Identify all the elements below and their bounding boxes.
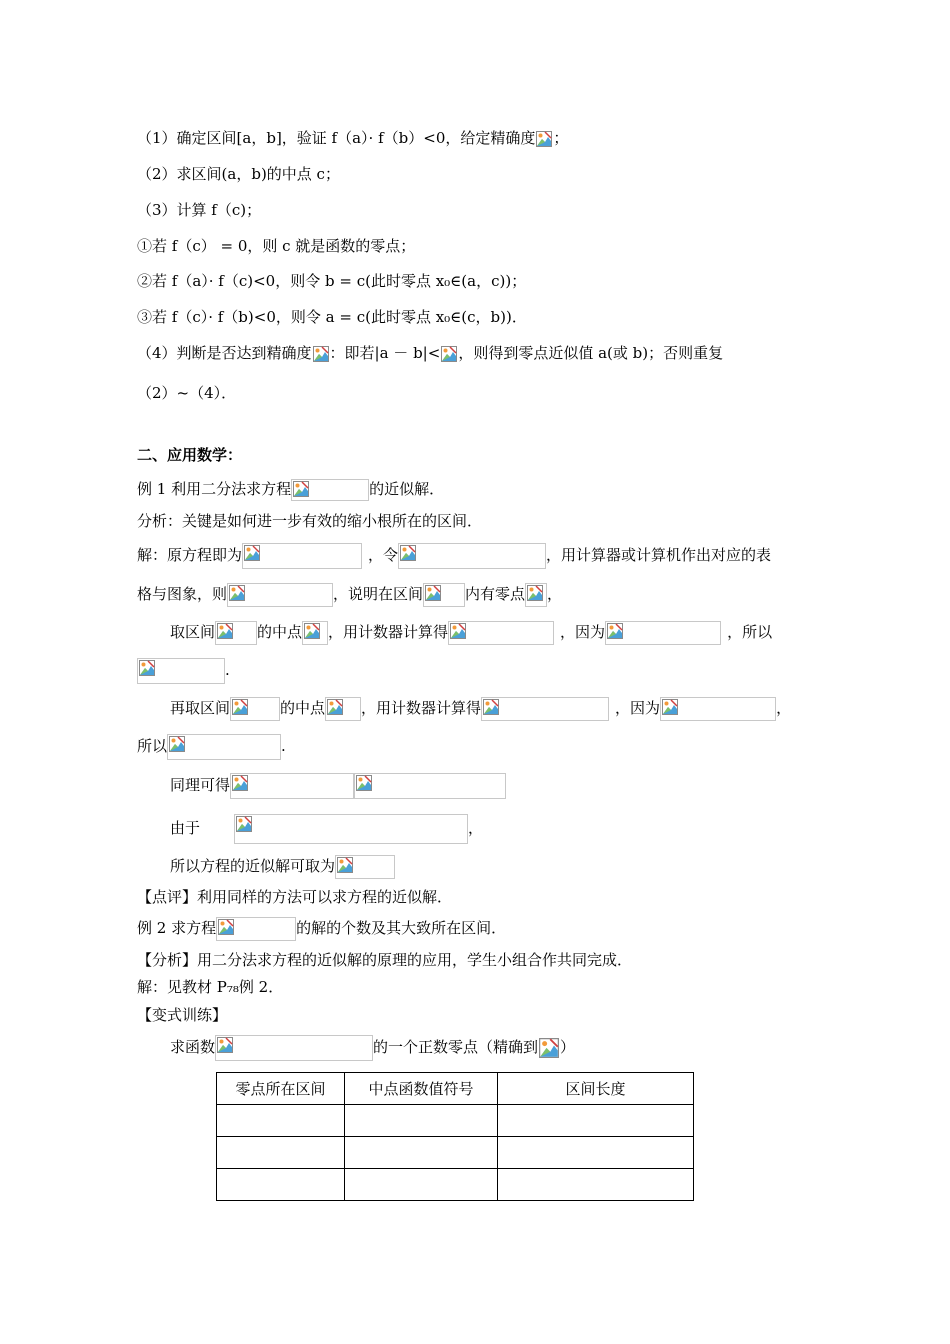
example1-solution-2: 格与图象，则 ，说明在区间 内有零点 ，: [137, 583, 562, 607]
table-row: [217, 1169, 694, 1201]
bisection-table: [216, 1072, 694, 1201]
broken-image-icon: [400, 545, 416, 561]
variant-title: 【变式训练】: [137, 1006, 228, 1024]
broken-image-icon: [356, 775, 372, 791]
table-cell[interactable]: [498, 1137, 694, 1169]
formula-image: [325, 697, 361, 721]
formula-image: [215, 1035, 373, 1061]
table-cell[interactable]: [498, 1169, 694, 1201]
table-cell[interactable]: [345, 1105, 498, 1137]
broken-image-icon: [229, 585, 245, 601]
header-interval: 零点所在区间: [217, 1073, 345, 1105]
formula-image: [167, 734, 281, 760]
broken-image-icon: [232, 699, 248, 715]
formula-image: [354, 773, 506, 799]
example1-solution-1: 解：原方程即为 ，令 ，用计算器或计算机作出对应的表: [137, 543, 771, 569]
step-1: （1）确定区间[a，b]，验证 f（a）· f（b）<0，给定精确度 ；: [137, 129, 569, 147]
formula-image: [234, 814, 468, 844]
broken-image-icon: [244, 545, 260, 561]
example2-analysis: 【分析】用二分法求方程的近似解的原理的应用，学生小组合作共同完成．: [137, 951, 633, 969]
formula-image: [215, 621, 257, 645]
step-2: （2）求区间(a，b)的中点 c；: [137, 165, 340, 183]
broken-image-icon: [662, 699, 678, 715]
table-row: [217, 1105, 694, 1137]
broken-image-icon: [218, 919, 234, 935]
broken-image-icon: [327, 699, 343, 715]
broken-image-icon: [293, 481, 309, 497]
example1-step-1: 取区间 的中点 ，用计数器计算得 ，因为 ，所以: [170, 621, 772, 645]
table-cell[interactable]: [345, 1137, 498, 1169]
formula-image: [230, 773, 354, 799]
table-cell[interactable]: [345, 1169, 498, 1201]
table-cell[interactable]: [217, 1105, 345, 1137]
header-length: 区间长度: [498, 1073, 694, 1105]
formula-image: [335, 855, 395, 879]
step-4-cont: （2）~（4）．: [137, 384, 237, 402]
example1-step-2-result: 所以 .: [137, 734, 286, 760]
example1-conclusion: 所以方程的近似解可取为: [170, 855, 395, 879]
broken-image-icon: [337, 857, 353, 873]
formula-image: [481, 697, 609, 721]
broken-image-icon: [450, 623, 466, 639]
formula-image: [230, 697, 280, 721]
table-header-row: [217, 1073, 694, 1105]
broken-image-icon: [169, 736, 185, 752]
comment: 【点评】利用同样的方法可以求方程的近似解．: [137, 888, 453, 906]
formula-image: [227, 583, 333, 607]
formula-image: [660, 697, 776, 721]
broken-image-icon: [483, 699, 499, 715]
example1-analysis: 分析：关键是如何进一步有效的缩小根所在的区间．: [137, 512, 483, 530]
formula-image: [242, 543, 362, 569]
table-cell[interactable]: [217, 1137, 345, 1169]
example2-solution: 解：见教材 P₇₈例 2．: [137, 978, 284, 996]
broken-image-icon: [217, 623, 233, 639]
broken-image-icon: [538, 1037, 560, 1059]
example1-step-2: 再取区间 的中点 ，用计数器计算得 ，因为 ，: [170, 697, 791, 721]
case-1: ①若 f（c） = 0，则 c 就是函数的零点；: [137, 237, 416, 255]
header-sign: 中点函数值符号: [345, 1073, 498, 1105]
variant-task: 求函数 的一个正数零点（精确到 ）: [170, 1035, 575, 1061]
broken-image-icon: [139, 660, 155, 676]
broken-image-icon: [535, 130, 553, 148]
broken-image-icon: [304, 623, 320, 639]
example1-similarly: 同理可得: [170, 773, 506, 799]
broken-image-icon: [232, 775, 248, 791]
broken-image-icon: [539, 1038, 559, 1058]
table-cell[interactable]: [217, 1169, 345, 1201]
broken-image-icon: [312, 345, 330, 363]
broken-image-icon: [527, 585, 543, 601]
table-row: [217, 1137, 694, 1169]
broken-image-icon: [217, 1037, 233, 1053]
broken-image-icon: [425, 585, 441, 601]
section-title: 二、应用数学：: [137, 446, 243, 464]
step-3: （3）计算 f（c)；: [137, 201, 262, 219]
formula-image: [291, 479, 369, 501]
formula-image: [525, 583, 547, 607]
broken-image-icon: [441, 346, 457, 362]
example1-step-1-result: .: [137, 658, 230, 684]
case-3: ③若 f（c）· f（b)<0，则令 a = c(此时零点 x₀∈(c，b))．: [137, 308, 527, 326]
formula-image: [302, 621, 328, 645]
table-cell[interactable]: [498, 1105, 694, 1137]
formula-image: [448, 621, 554, 645]
example2-title: 例 2 求方程 的解的个数及其大致所在区间．: [137, 917, 506, 941]
example1-title: 例 1 利用二分法求方程 的近似解．: [137, 478, 444, 501]
broken-image-icon: [313, 346, 329, 362]
formula-image: [137, 658, 225, 684]
formula-image: [216, 917, 296, 941]
broken-image-icon: [607, 623, 623, 639]
case-2: ②若 f（a）· f（c)<0，则令 b = c(此时零点 x₀∈(a，c))；: [137, 272, 527, 290]
formula-image: [605, 621, 721, 645]
formula-image: [423, 583, 465, 607]
formula-image: [398, 543, 546, 569]
broken-image-icon: [440, 345, 458, 363]
broken-image-icon: [536, 131, 552, 147]
example1-since: 由于 ，: [170, 814, 483, 844]
step-4: （4）判断是否达到精确度 ：即若|a － b|< ，则得到零点近似值 a(或 b)；否则重复: [137, 344, 724, 362]
broken-image-icon: [236, 816, 252, 832]
